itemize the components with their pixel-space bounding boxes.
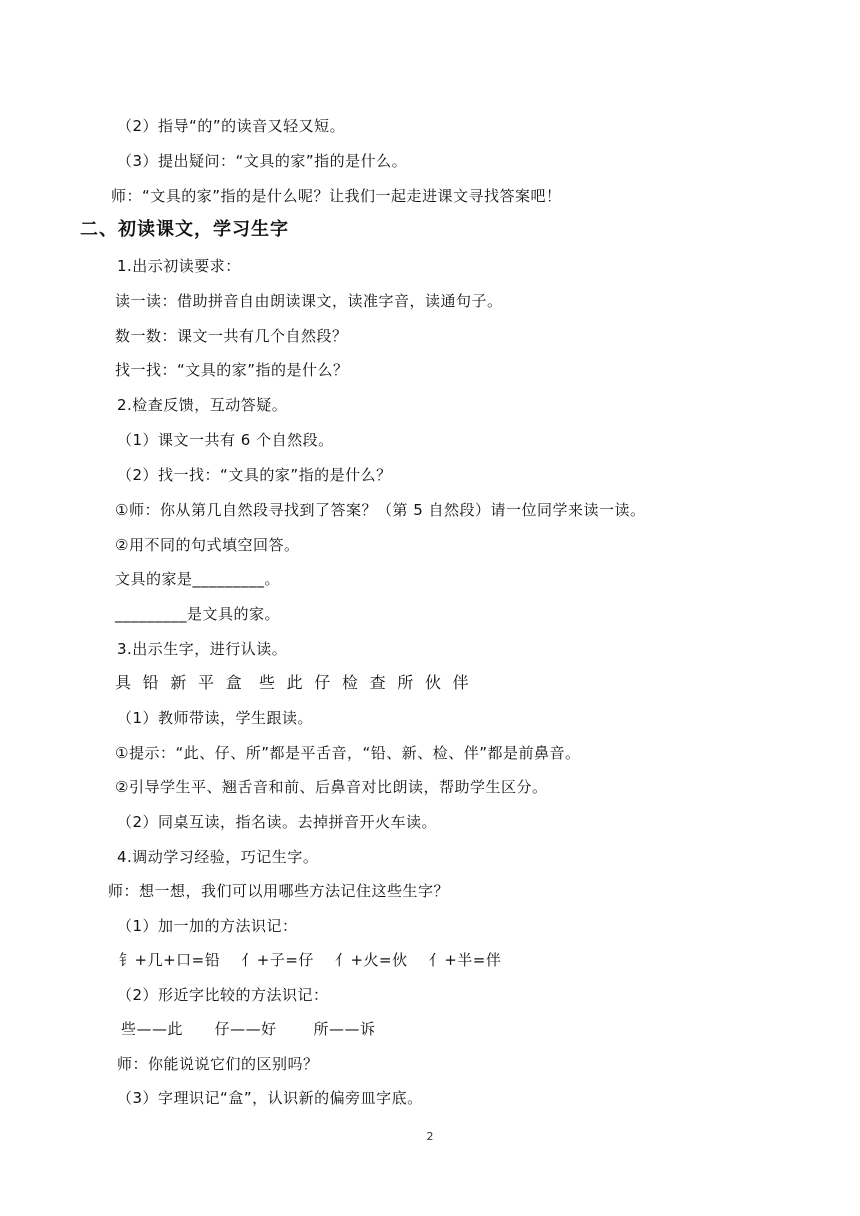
text-line: （2）找一找：“文具的家”指的是什么？ <box>117 466 392 484</box>
text-line: （2）形近字比较的方法识记： <box>117 986 329 1004</box>
text-line: 读一读：借助拼音自由朗读课文，读准字音，读通句子。 <box>115 292 503 310</box>
text-line: ②引导学生平、翘舌音和前、后鼻音对比朗读，帮助学生区分。 <box>115 778 548 796</box>
formula-line: 钅+几+口=铅 亻+子=仔 亻+火=伙 亻+半=伴 <box>119 951 502 969</box>
comparison-line: 些——此 仔——好 所——诉 <box>121 1020 376 1038</box>
text-line: 师：“文具的家”指的是什么呢？让我们一起走进课文寻找答案吧！ <box>111 187 562 205</box>
page-number: 2 <box>426 1130 434 1143</box>
text-line: （2）指导“的”的读音又轻又短。 <box>117 117 346 135</box>
text-line: 师：你能说说它们的区别吗？ <box>117 1055 319 1073</box>
text-line: ②用不同的句式填空回答。 <box>115 536 300 554</box>
text-line: （2）同桌互读，指名读。去掉拼音开火车读。 <box>117 813 438 831</box>
text-line: 1.出示初读要求： <box>117 257 241 275</box>
text-line: （1）教师带读，学生跟读。 <box>117 709 314 727</box>
text-line: 2.检查反馈，互动答疑。 <box>117 396 288 414</box>
text-line: 3.出示生字，进行认读。 <box>117 640 288 658</box>
text-line: ①提示：“此、仔、所”都是平舌音，“铅、新、检、伴”都是前鼻音。 <box>115 744 581 762</box>
new-characters-line: 具 铅 新 平 盒 些 此 仔 检 查 所 伙 伴 <box>115 673 470 692</box>
text-line: ①师：你从第几自然段寻找到了答案？（第 5 自然段）请一位同学来读一读。 <box>115 501 646 519</box>
fill-blank-line: _________是文具的家。 <box>115 605 281 623</box>
text-line: 找一找：“文具的家”指的是什么？ <box>115 361 349 379</box>
text-line: （1）课文一共有 6 个自然段。 <box>117 431 334 449</box>
text-line: （3）提出疑问：“文具的家”指的是什么。 <box>117 152 408 170</box>
text-line: 数一数：课文一共有几个自然段？ <box>115 327 348 345</box>
fill-blank-line: 文具的家是_________。 <box>115 570 281 588</box>
text-line: 师：想一想，我们可以用哪些方法记住这些生字？ <box>108 882 450 900</box>
text-line: （3）字理识记“盒”，认识新的偏旁皿字底。 <box>117 1089 423 1107</box>
text-line: （1）加一加的方法识记： <box>117 917 298 935</box>
section-heading: 二、初读课文，学习生字 <box>80 219 289 240</box>
text-line: 4.调动学习经验，巧记生字。 <box>117 848 319 866</box>
